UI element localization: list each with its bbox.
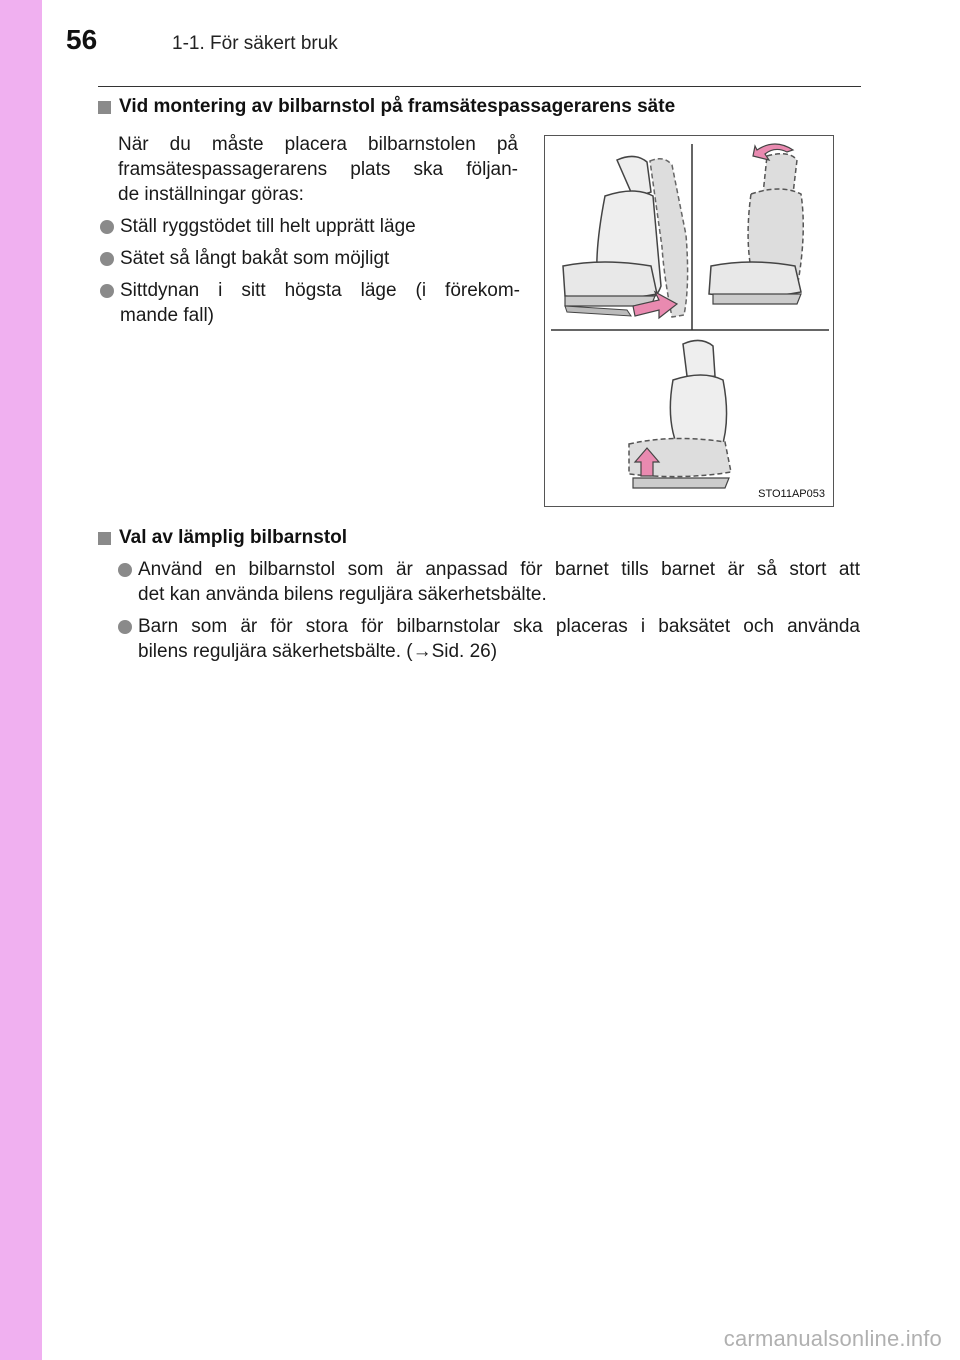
seat-slide-back-icon: [709, 144, 803, 304]
intro-line: När du måste placera bilbarnstolen på: [118, 134, 518, 155]
list-item-text: Sittdynan i sitt högsta läge (i förekom-: [120, 280, 520, 301]
section-heading-front-seat: [98, 96, 675, 118]
square-bullet-icon: [98, 101, 111, 114]
list-item: [118, 614, 860, 664]
figure-code: STO11AP053: [758, 488, 825, 500]
list-item-text: det kan använda bilens reguljära säkerhetsbälte.: [138, 584, 547, 605]
seat-illustration: [545, 136, 835, 508]
section-heading-choose-seat: [98, 527, 347, 549]
chapter-title: 1-1. För säkert bruk: [172, 33, 338, 54]
round-bullet-icon: [100, 252, 114, 266]
seat-cushion-raise-icon: [629, 340, 731, 488]
round-bullet-icon: [100, 284, 114, 298]
section-heading-text: Val av lämplig bilbarnstol: [119, 527, 348, 548]
intro-paragraph: [118, 132, 518, 207]
round-bullet-icon: [118, 620, 132, 634]
list-item-text: Ställ ryggstödet till helt upprätt läge: [120, 216, 416, 237]
square-bullet-icon: [98, 532, 111, 545]
list-item: [100, 214, 520, 239]
list-item: [100, 246, 520, 271]
intro-line: de inställningar göras:: [118, 184, 304, 205]
chapter-side-band: [0, 0, 42, 1360]
intro-line: framsätespassagerarens plats ska följan-: [118, 159, 518, 180]
list-item-text: Använd en bilbarnstol som är anpassad för barnet tills barnet är så stort att: [138, 559, 860, 580]
section-heading-text: Vid montering av bilbarnstol på framsätespassagerarens säte: [119, 96, 676, 117]
list-item-text: bilens reguljära säkerhetsbälte. (→Sid. 26): [138, 641, 498, 662]
seat-backrest-upright-icon: [563, 156, 688, 318]
list-item-text: mande fall): [120, 305, 214, 326]
watermark: carmanualsonline.info: [723, 1326, 942, 1351]
list-item-text: Barn som är för stora för bilbarnstolar ska placeras i baksätet och använda: [138, 616, 860, 637]
seat-adjustment-figure: [544, 135, 834, 507]
round-bullet-icon: [118, 563, 132, 577]
round-bullet-icon: [100, 220, 114, 234]
page-number: 56: [66, 24, 98, 55]
list-item: [100, 278, 520, 328]
list-item-text: Sätet så långt bakåt som möjligt: [120, 248, 390, 269]
header-divider: [98, 86, 861, 87]
list-item: [118, 557, 860, 607]
